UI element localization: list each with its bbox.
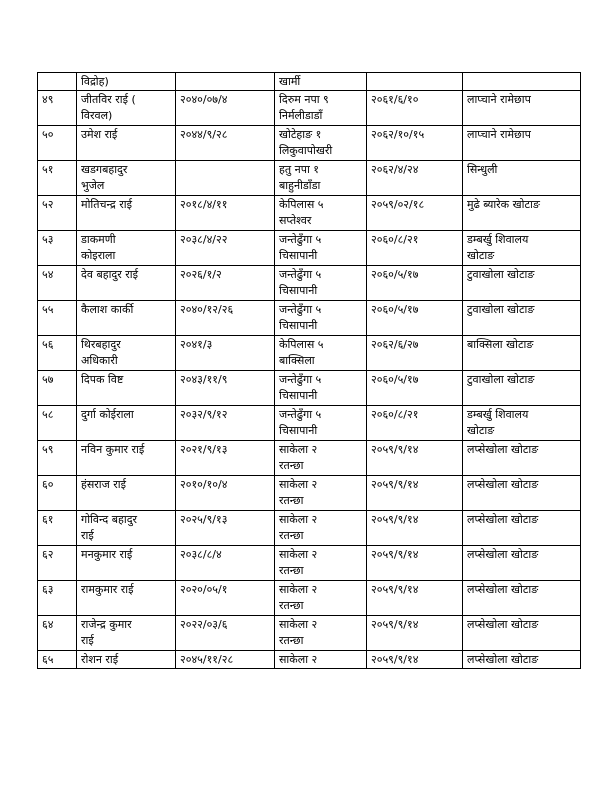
- cell-dob: २०३२/९/१२: [176, 406, 275, 441]
- cell-sn: ६१: [38, 511, 77, 546]
- cell-place-line: टुवाखोला खोटाङ: [467, 373, 535, 386]
- cell-place-line: डम्बर्खु शिवालय: [467, 233, 529, 246]
- cell-place-line: लप्सेखोला खोटाङ: [467, 478, 539, 491]
- cell-address: [275, 196, 367, 231]
- cell-name-line: कोइराला: [81, 249, 116, 262]
- cell-dob: २०२६/१/२: [176, 266, 275, 301]
- cell-address-line: रतन्छा: [279, 459, 304, 472]
- cell-date: २०६०/८/२१: [367, 406, 463, 441]
- cell-date: २०५९/९/१४: [367, 546, 463, 581]
- cell-address-line: खोटेहाङ १: [279, 128, 322, 141]
- cell-sn: ५७: [38, 371, 77, 406]
- cell-place: [463, 441, 581, 476]
- cell-address-line: निर्मलीडाडाँ: [279, 109, 323, 122]
- cell-address-line: जन्तेढुँगा ५: [279, 268, 322, 281]
- cell-address: [275, 441, 367, 476]
- cell-dob: २०४०/०७/४: [176, 91, 275, 126]
- cell-name: [77, 546, 176, 581]
- cell-place: [463, 126, 581, 161]
- cell-name: [77, 91, 176, 126]
- cell-date: २०५९/९/१४: [367, 581, 463, 616]
- table-row: [38, 651, 581, 669]
- cell-dob: २०२२/०३/६: [176, 616, 275, 651]
- cell-name-line: खडगबहादुर: [81, 163, 128, 176]
- cell-address: [275, 651, 367, 669]
- cell-address-line: चिसापानी: [279, 249, 318, 262]
- cell-address-line: साकेला २: [279, 443, 318, 456]
- cell-address-line: रतन्छा: [279, 494, 304, 507]
- cell-address-line: रतन्छा: [279, 634, 304, 647]
- cell-dob: २०४५/११/२८: [176, 651, 275, 669]
- cell-sn: [38, 73, 77, 91]
- cell-dob: २०२१/९/१३: [176, 441, 275, 476]
- cell-name-line: अधिकारी: [81, 354, 118, 367]
- cell-name-line: रामकुमार राई: [81, 583, 134, 596]
- cell-address-line: केपिलास ५: [279, 338, 324, 351]
- table-row: [38, 511, 581, 546]
- cell-place-line: लप्सेखोला खोटाङ: [467, 513, 539, 526]
- cell-place: [463, 91, 581, 126]
- cell-name: [77, 476, 176, 511]
- cell-address-line: बाक्सिला: [279, 354, 315, 367]
- cell-address-line: साकेला २: [279, 478, 318, 491]
- cell-name-line: रोशन राई: [81, 653, 119, 666]
- cell-date: २०५९/९/१४: [367, 476, 463, 511]
- cell-date: [367, 73, 463, 91]
- cell-date: २०५९/०२/१८: [367, 196, 463, 231]
- cell-name-line: भुजेल: [81, 179, 105, 192]
- cell-place: [463, 581, 581, 616]
- cell-name-line: राई: [81, 634, 94, 647]
- cell-date: २०६२/१०/१५: [367, 126, 463, 161]
- cell-date: २०६२/६/२७: [367, 336, 463, 371]
- cell-place: [463, 511, 581, 546]
- cell-name-line: थिरबहादुर: [81, 338, 121, 351]
- cell-name-line: उमेश राई: [81, 128, 118, 141]
- cell-date: २०६२/४/२४: [367, 161, 463, 196]
- cell-dob: २०२०/०५/१: [176, 581, 275, 616]
- cell-dob: [176, 73, 275, 91]
- cell-name: विद्रोह): [77, 73, 176, 91]
- cell-dob: २०३८/४/२२: [176, 231, 275, 266]
- cell-name: [77, 266, 176, 301]
- cell-place: [463, 231, 581, 266]
- cell-sn: ६२: [38, 546, 77, 581]
- cell-place-line: लाप्चाने रामेछाप: [467, 128, 531, 141]
- table-row: [38, 371, 581, 406]
- cell-address-line: जन्तेढुँगा ५: [279, 408, 322, 421]
- cell-sn: ५५: [38, 301, 77, 336]
- cell-address-line: चिसापानी: [279, 424, 318, 437]
- cell-date: २०५९/९/१४: [367, 616, 463, 651]
- cell-dob: २०१०/१०/४: [176, 476, 275, 511]
- cell-name: [77, 616, 176, 651]
- cell-name-line: राई: [81, 529, 94, 542]
- cell-place-line: बाक्सिला खोटाङ: [467, 338, 534, 351]
- table-row-continued: [38, 73, 581, 91]
- table-row: [38, 266, 581, 301]
- cell-name: [77, 406, 176, 441]
- table-row: [38, 616, 581, 651]
- cell-address-line: जन्तेढुँगा ५: [279, 373, 322, 386]
- cell-address-line: रतन्छा: [279, 599, 304, 612]
- cell-place: [463, 546, 581, 581]
- cell-dob: [176, 161, 275, 196]
- cell-name-line: नविन कुमार राई: [81, 443, 145, 456]
- cell-name: [77, 336, 176, 371]
- cell-dob: २०४१/३: [176, 336, 275, 371]
- cell-sn: ५६: [38, 336, 77, 371]
- cell-address-line: केपिलास ५: [279, 198, 324, 211]
- cell-address-line: साकेला २: [279, 653, 318, 666]
- cell-date: २०५९/९/१४: [367, 511, 463, 546]
- cell-name-line: दिपक विष्ट: [81, 373, 124, 386]
- cell-address-line: चिसापानी: [279, 284, 318, 297]
- cell-date: २०६०/५/१७: [367, 266, 463, 301]
- cell-place: [463, 161, 581, 196]
- cell-name-line: कैलाश कार्की: [81, 303, 134, 316]
- cell-place: [463, 336, 581, 371]
- cell-sn: ५८: [38, 406, 77, 441]
- table-row: [38, 161, 581, 196]
- cell-dob: २०४३/११/९: [176, 371, 275, 406]
- cell-name-line: मनकुमार राई: [81, 548, 133, 561]
- cell-place: [463, 616, 581, 651]
- cell-sn: ५९: [38, 441, 77, 476]
- cell-address: [275, 511, 367, 546]
- cell-address-line: लिकुवापोखरी: [279, 144, 333, 157]
- cell-address-line: हतु नपा १: [279, 163, 320, 176]
- cell-place: [463, 266, 581, 301]
- cell-name-line: विरवल): [81, 109, 113, 122]
- cell-address: [275, 301, 367, 336]
- cell-sn: ६३: [38, 581, 77, 616]
- cell-address: [275, 616, 367, 651]
- cell-address: [275, 476, 367, 511]
- cell-sn: ६४: [38, 616, 77, 651]
- cell-sn: ५२: [38, 196, 77, 231]
- table-row: [38, 546, 581, 581]
- cell-place: [463, 301, 581, 336]
- cell-place-line: टुवाखोला खोटाङ: [467, 303, 535, 316]
- cell-name: [77, 651, 176, 669]
- cell-place-line: टुवाखोला खोटाङ: [467, 268, 535, 281]
- cell-address-line: बाहुनीडाँडा: [279, 179, 321, 192]
- cell-place: [463, 476, 581, 511]
- cell-sn: ५४: [38, 266, 77, 301]
- cell-place-line: मुढे ब्यारेक खोटाङ: [467, 198, 540, 211]
- cell-sn: ५१: [38, 161, 77, 196]
- cell-address-line: साकेला २: [279, 618, 318, 631]
- cell-place-line: लप्सेखोला खोटाङ: [467, 583, 539, 596]
- cell-name: [77, 371, 176, 406]
- cell-name-line: गोविन्द बहादुर: [81, 513, 138, 526]
- cell-address-line: साकेला २: [279, 513, 318, 526]
- cell-place-line: डम्बर्खु शिवालय: [467, 408, 529, 421]
- table-row: [38, 196, 581, 231]
- cell-place: [463, 371, 581, 406]
- table-row: [38, 581, 581, 616]
- table-row: [38, 91, 581, 126]
- cell-dob: २०३८/८/४: [176, 546, 275, 581]
- cell-sn: ५३: [38, 231, 77, 266]
- cell-address-line: चिसापानी: [279, 389, 318, 402]
- cell-sn: ६५: [38, 651, 77, 669]
- cell-address: [275, 91, 367, 126]
- cell-name-line: राजेन्द्र कुमार: [81, 618, 132, 631]
- cell-place-line: लप्सेखोला खोटाङ: [467, 548, 539, 561]
- cell-date: २०६०/८/२१: [367, 231, 463, 266]
- cell-name: [77, 511, 176, 546]
- table-row: [38, 406, 581, 441]
- cell-sn: ५०: [38, 126, 77, 161]
- cell-address: [275, 546, 367, 581]
- cell-name-line: मोतिचन्द्र राई: [81, 198, 133, 211]
- cell-address-line: रतन्छा: [279, 564, 304, 577]
- cell-date: २०६१/६/१०: [367, 91, 463, 126]
- cell-place-line: खोटाङ: [467, 249, 495, 262]
- cell-name-line: जीतविर राई (: [81, 93, 136, 106]
- cell-place-line: लप्सेखोला खोटाङ: [467, 443, 539, 456]
- cell-address-line: चिसापानी: [279, 319, 318, 332]
- records-table: [37, 72, 581, 669]
- cell-name-line: डाकमणी: [81, 233, 116, 246]
- cell-address: [275, 231, 367, 266]
- cell-dob: २०४४/९/२८: [176, 126, 275, 161]
- cell-dob: २०२५/९/१३: [176, 511, 275, 546]
- cell-name: [77, 231, 176, 266]
- cell-name: [77, 196, 176, 231]
- cell-sn: ४९: [38, 91, 77, 126]
- table-row: [38, 126, 581, 161]
- cell-place: [463, 196, 581, 231]
- cell-date: २०६०/५/१७: [367, 371, 463, 406]
- cell-name-line: हंसराज राई: [81, 478, 127, 491]
- cell-dob: २०१८/४/११: [176, 196, 275, 231]
- cell-name-line: देव बहादुर राई: [81, 268, 139, 281]
- cell-address-line: सप्तेश्वर: [279, 214, 312, 227]
- cell-place: [463, 651, 581, 669]
- table-row: [38, 441, 581, 476]
- cell-address-line: दिरुम नपा ९: [279, 93, 329, 106]
- cell-address: [275, 266, 367, 301]
- table-row: [38, 231, 581, 266]
- cell-sn: ६०: [38, 476, 77, 511]
- cell-place: [463, 406, 581, 441]
- cell-name-line: दुर्गा कोईराला: [81, 408, 134, 421]
- cell-date: २०५९/९/१४: [367, 441, 463, 476]
- cell-address: [275, 161, 367, 196]
- cell-place-line: लप्सेखोला खोटाङ: [467, 618, 539, 631]
- cell-place-line: सिन्धुली: [467, 163, 498, 176]
- cell-name: [77, 126, 176, 161]
- cell-place-line: लाप्चाने रामेछाप: [467, 93, 531, 106]
- cell-address: [275, 581, 367, 616]
- cell-dob: २०४०/१२/२६: [176, 301, 275, 336]
- cell-address: [275, 406, 367, 441]
- cell-place-line: खोटाङ: [467, 424, 495, 437]
- cell-name: [77, 161, 176, 196]
- cell-name: [77, 441, 176, 476]
- cell-place-line: लप्सेखोला खोटाङ: [467, 653, 539, 666]
- table-row: [38, 301, 581, 336]
- cell-address: [275, 126, 367, 161]
- table-row: [38, 336, 581, 371]
- table-row: [38, 476, 581, 511]
- cell-place: [463, 73, 581, 91]
- cell-address-line: जन्तेढुँगा ५: [279, 233, 322, 246]
- cell-address-line: जन्तेढुँगा ५: [279, 303, 322, 316]
- cell-address: [275, 371, 367, 406]
- cell-address-line: साकेला २: [279, 583, 318, 596]
- cell-name: [77, 581, 176, 616]
- cell-address: [275, 336, 367, 371]
- cell-address-line: रतन्छा: [279, 529, 304, 542]
- cell-address-line: साकेला २: [279, 548, 318, 561]
- cell-date: २०६०/५/१७: [367, 301, 463, 336]
- cell-name: [77, 301, 176, 336]
- cell-address: खार्मी: [275, 73, 367, 91]
- cell-date: २०५९/९/१४: [367, 651, 463, 669]
